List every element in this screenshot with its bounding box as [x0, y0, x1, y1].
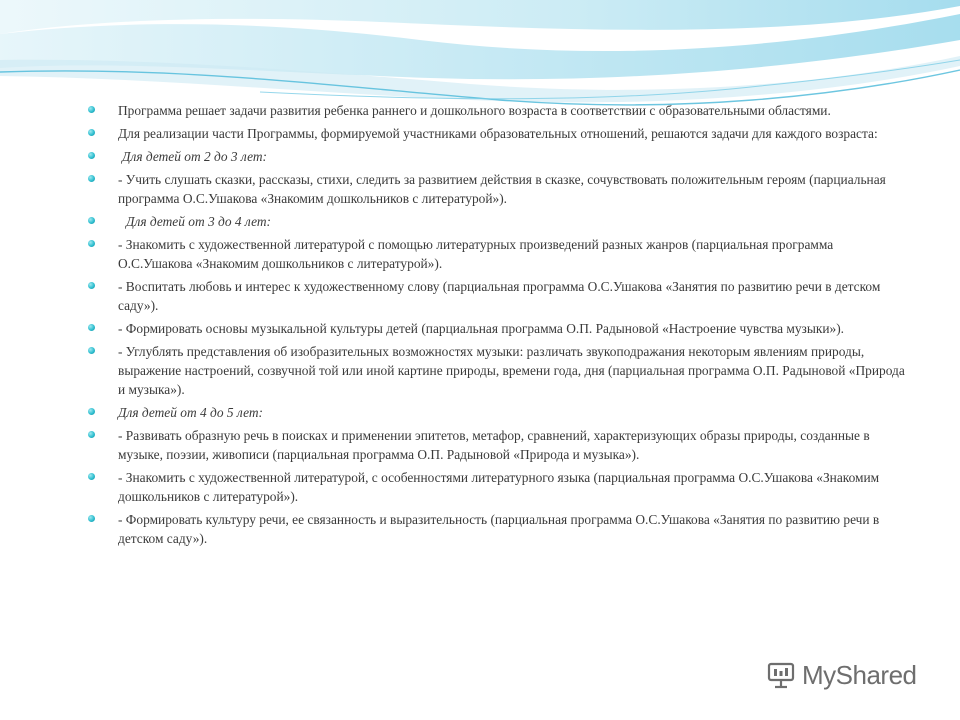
- wave-header-decoration: [0, 0, 960, 110]
- bullet-icon: [88, 152, 95, 159]
- list-item: [88, 124, 908, 143]
- bullet-icon: [88, 473, 95, 480]
- bullet-icon: [88, 217, 95, 224]
- item-text: Для детей от 2 до 3 лет:: [122, 149, 267, 164]
- item-text: - Формировать культуру речи, ее связанность и выразительность (парциальная программа О.С.Ушакова «Занятия по развитию речи в детском саду»).: [118, 512, 880, 546]
- list-item: [88, 426, 908, 464]
- item-text: Программа решает задачи развития ребенка раннего и дошкольного возраста в соответствии с образовательными областями.: [118, 103, 831, 118]
- list-item: [88, 277, 908, 315]
- list-item: [88, 235, 908, 273]
- bullet-icon: [88, 282, 95, 289]
- list-item: [88, 101, 908, 120]
- list-item-heading: [88, 212, 908, 231]
- list-item-heading: [88, 403, 908, 422]
- bullet-icon: [88, 240, 95, 247]
- item-text: - Учить слушать сказки, рассказы, стихи, следить за развитием действия в сказке, сочувствовать положительным героям (парциальная программа О.С.Ушакова «Знакомим дошкольников с литературой»).: [118, 172, 886, 206]
- bullet-icon: [88, 408, 95, 415]
- list-item: [88, 468, 908, 506]
- item-text: Для детей от 3 до 4 лет:: [126, 214, 271, 229]
- item-text: - Знакомить с художественной литературой с помощью литературных произведений разных жанров (парциальная программа О.С.Ушакова «Знакомим дошкольников с литературой»).: [118, 237, 834, 271]
- list-item: [88, 342, 908, 399]
- list-item: [88, 170, 908, 208]
- list-item: [88, 319, 908, 338]
- bullet-icon: [88, 515, 95, 522]
- bullet-icon: [88, 431, 95, 438]
- bullet-icon: [88, 129, 95, 136]
- bullet-icon: [88, 347, 95, 354]
- item-text: Для детей от 4 до 5 лет:: [118, 405, 263, 420]
- item-text: - Формировать основы музыкальной культуры детей (парциальная программа О.П. Радыновой «Настроение чувства музыки»).: [118, 321, 845, 336]
- bullet-icon: [88, 324, 95, 331]
- item-text: - Углублять представления об изобразительных возможностях музыки: различать звукоподражания некоторым явлениям природы, выражение настроений, созвучной той или иной картине природы, времени года, дня (парциальная программа О.П. Радыновой «Природа и музыка»).: [118, 344, 905, 397]
- bullet-icon: [88, 175, 95, 182]
- watermark-text: MyShared: [802, 659, 917, 690]
- bullet-list: [88, 101, 908, 552]
- list-item: [88, 510, 908, 548]
- presentation-icon: [766, 660, 796, 690]
- item-text: - Знакомить с художественной литературой, с особенностями литературного языка (парциальная программа О.С.Ушакова «Знакомим дошкольников с литературой»).: [118, 470, 880, 504]
- list-item-heading: [88, 147, 908, 166]
- bullet-icon: [88, 106, 95, 113]
- item-text: Для реализации части Программы, формируемой участниками образовательных отношений, решаются задачи для каждого возраста:: [118, 126, 878, 141]
- item-text: - Воспитать любовь и интерес к художественному слову (парциальная программа О.С.Ушакова «Занятия по развитию речи в детском саду»).: [118, 279, 881, 313]
- item-text: - Развивать образную речь в поисках и применении эпитетов, метафор, сравнений, характеризующих образы природы, созданные в музыке, поэзии, живописи (парциальная программа О.П. Радыновой «Природа и музыка»).: [118, 428, 870, 462]
- myshared-watermark[interactable]: [766, 655, 926, 695]
